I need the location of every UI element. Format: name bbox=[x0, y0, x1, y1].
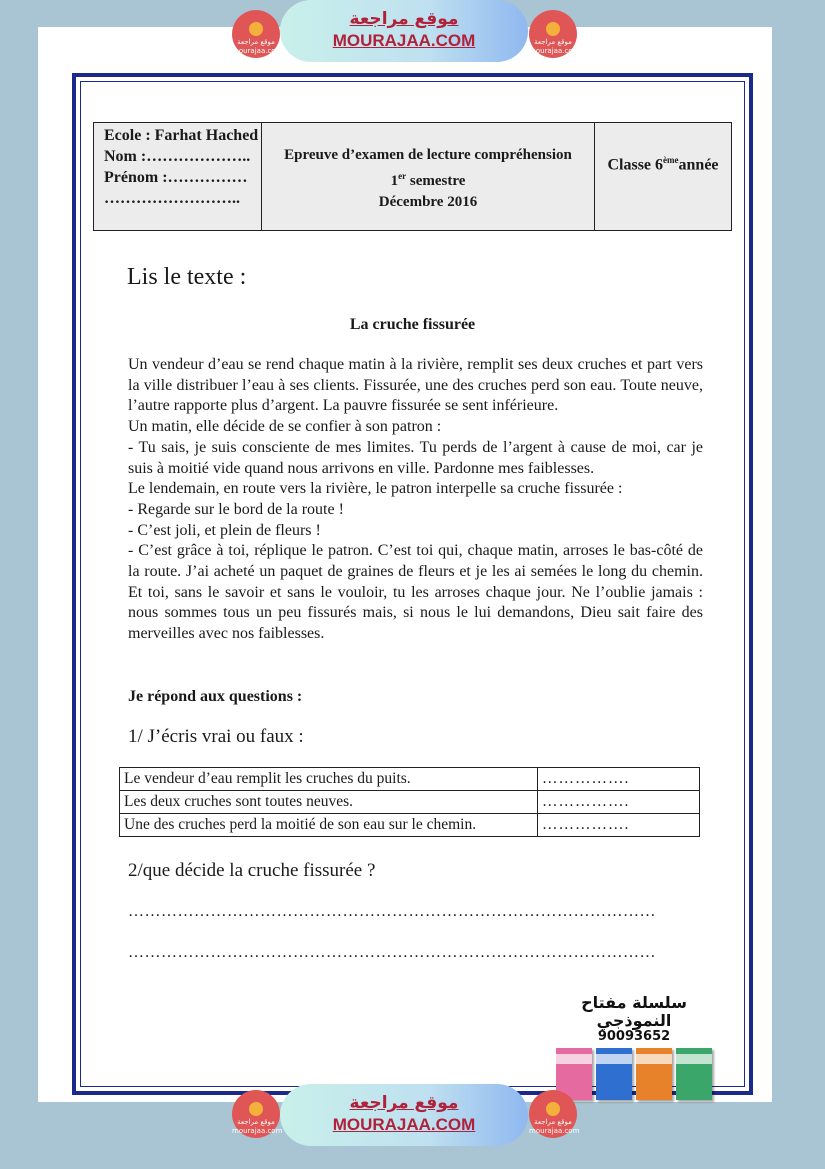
exam-date: Décembre 2016 bbox=[378, 194, 478, 210]
story-paragraph: - C’est grâce à toi, réplique le patron. C’est toi qui, chaque matin, arroses le bas-côté de la route. J’ai acheté un paquet de graines de fleurs et je les ai semées le long du chemin. Et toi, sans le savoir et sans le vouloir, tu les arroses chaque jour. Ne l’oublie jamais : nous sommes tous un peu fissurés mais, si nous le lui demandons, Dieu sait faire des merveilles avec nos faiblesses. bbox=[128, 542, 703, 643]
book-cover-icon bbox=[596, 1048, 632, 1100]
exam-header bbox=[93, 122, 732, 231]
question-1: 1/ J’écris vrai ou faux : bbox=[128, 726, 304, 747]
book-cover-icon bbox=[636, 1048, 672, 1100]
logo-caption: موقع مراجعة mourajaa.com bbox=[529, 1118, 580, 1135]
logo-caption: موقع مراجعة mourajaa.com bbox=[232, 38, 283, 55]
table-row bbox=[120, 768, 700, 791]
banner-arabic-title[interactable]: موقع مراجعة bbox=[349, 9, 459, 29]
true-false-table bbox=[119, 767, 700, 837]
statement-cell: Le vendeur d’eau remplit les cruches du puits. bbox=[120, 768, 538, 791]
exam-title-line: Epreuve d’examen de lecture compréhension bbox=[284, 147, 572, 163]
site-logo-icon bbox=[529, 10, 580, 58]
site-logo-icon bbox=[529, 1090, 580, 1138]
story-paragraph: Le lendemain, en route vers la rivière, le patron interpelle sa cruche fissurée : bbox=[128, 480, 623, 498]
logo-mark-icon bbox=[546, 1102, 560, 1116]
answer-blank[interactable]: ……………. bbox=[538, 814, 700, 837]
statement-cell: Les deux cruches sont toutes neuves. bbox=[120, 791, 538, 814]
story-paragraph: Un matin, elle décide de se confier à son patron : bbox=[128, 418, 442, 436]
answer-line[interactable]: …………………………………………………………………………………… bbox=[128, 903, 656, 920]
logo-mark-icon bbox=[249, 22, 263, 36]
site-logo-icon bbox=[232, 1090, 283, 1138]
story-paragraph: - C’est joli, et plein de fleurs ! bbox=[128, 521, 321, 539]
exam-title bbox=[262, 123, 595, 230]
logo-caption: موقع مراجعة mourajaa.com bbox=[232, 1118, 283, 1135]
exam-semester: 1er semestre bbox=[390, 171, 466, 189]
nom-field: Nom :……………….. bbox=[104, 148, 251, 165]
questions-heading: Je répond aux questions : bbox=[128, 688, 303, 705]
book-covers bbox=[548, 1048, 720, 1100]
story-title: La cruche fissurée bbox=[349, 316, 476, 333]
answer-blank[interactable]: ……………. bbox=[538, 791, 700, 814]
table-row bbox=[120, 791, 700, 814]
blank-field: …………………….. bbox=[104, 190, 240, 207]
site-logo-icon bbox=[232, 10, 283, 58]
banner-arabic-title[interactable]: موقع مراجعة bbox=[349, 1093, 459, 1113]
school-name: Ecole : Farhat Hached bbox=[104, 127, 259, 144]
statement-cell: Une des cruches perd la moitié de son eau sur le chemin. bbox=[120, 814, 538, 837]
logo-mark-icon bbox=[546, 22, 560, 36]
series-title: سلسلة مفتاح النموذجي bbox=[581, 993, 687, 1030]
prenom-field: Prénom :…………… bbox=[104, 169, 248, 186]
class-level: Classe 6èmeannée bbox=[595, 123, 731, 230]
banner-domain-link[interactable]: MOURAJAA.COM bbox=[332, 1115, 476, 1134]
table-row bbox=[120, 814, 700, 837]
story-paragraph: - Regarde sur le bord de la route ! bbox=[128, 500, 344, 518]
story-paragraph: Un vendeur d’eau se rend chaque matin à la rivière, remplit ses deux cruches et part vers la ville distribuer l’eau à ses clients. Fissurée, une des cruches perd son eau. Toute neuve, l’autre rapporte plus d’argent. La pauvre fissurée se sent inférieure. bbox=[128, 356, 703, 415]
site-banner-bottom[interactable] bbox=[280, 1084, 528, 1146]
instruction-heading: Lis le texte : bbox=[127, 264, 247, 290]
story-paragraph: - Tu sais, je suis consciente de mes limites. Tu perds de l’argent à cause de moi, car je suis à moitié vide quand nous arrivons en ville. Pardonne mes faiblesses. bbox=[128, 438, 703, 477]
banner-domain-link[interactable]: MOURAJAA.COM bbox=[332, 31, 476, 50]
question-2: 2/que décide la cruche fissurée ? bbox=[128, 860, 376, 881]
logo-caption: موقع مراجعة mourajaa.com bbox=[529, 38, 580, 55]
answer-blank[interactable]: ……………. bbox=[538, 768, 700, 791]
book-series-ad[interactable] bbox=[548, 994, 720, 1100]
logo-mark-icon bbox=[249, 1102, 263, 1116]
book-cover-icon bbox=[676, 1048, 712, 1100]
answer-line[interactable]: …………………………………………………………………………………… bbox=[128, 944, 656, 961]
student-info bbox=[94, 123, 262, 230]
story-text bbox=[128, 355, 703, 645]
site-banner-top[interactable] bbox=[280, 0, 528, 62]
series-phone: 90093652 bbox=[597, 1029, 671, 1044]
